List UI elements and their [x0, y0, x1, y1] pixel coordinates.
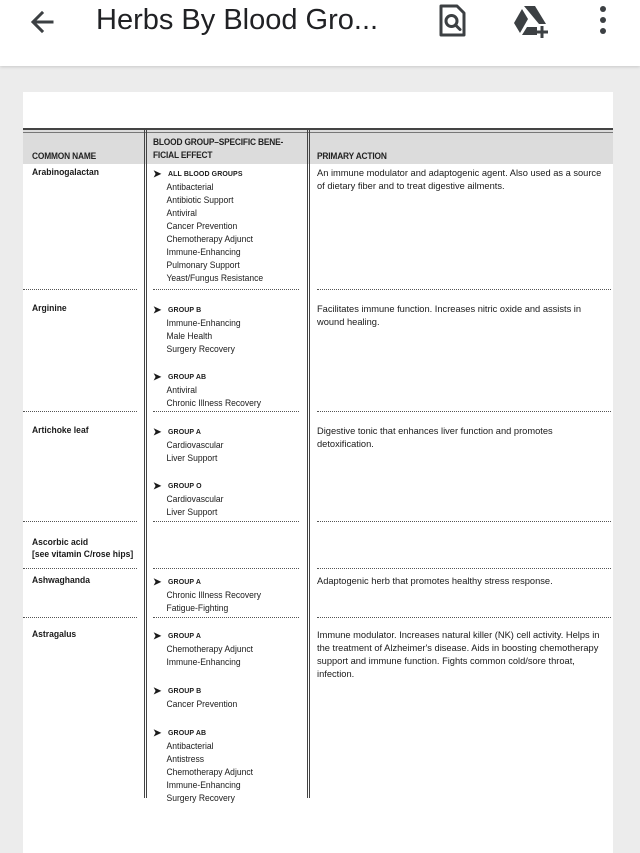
blood-group-effects	[153, 426, 303, 519]
primary-action: Facilitates immune function. Increases nitric oxide and assists in wound healing.	[317, 304, 582, 327]
effect-item: Chronic Illness Recovery	[166, 398, 262, 409]
primary-action: Digestive tonic that enhances liver function and promotes detoxification.	[317, 426, 553, 449]
effect-item: Antibacterial	[166, 182, 214, 193]
effect-item: Immune-Enhancing	[166, 318, 241, 329]
blood-group-effects	[153, 168, 303, 285]
column-divider	[307, 128, 310, 798]
effect-item: Chemotherapy Adjunct	[166, 644, 254, 655]
back-arrow-icon[interactable]	[22, 4, 62, 44]
effect-item: Immune-Enhancing	[166, 780, 241, 791]
effect-item: Yeast/Fungus Resistance	[166, 273, 264, 284]
row-divider	[317, 568, 611, 569]
group-heading: ➤ GROUP A	[153, 577, 201, 588]
arrow-bullet-icon: ➤	[153, 631, 162, 642]
effect-item: Surgery Recovery	[166, 344, 235, 355]
search-document-icon[interactable]	[432, 2, 472, 42]
row-divider	[23, 411, 137, 412]
common-name-note: [see vitamin C/rose hips]	[32, 549, 134, 560]
row-divider	[153, 521, 299, 522]
header-common-name: COMMON NAME	[32, 151, 97, 162]
row-divider	[23, 289, 137, 290]
column-divider	[144, 128, 147, 798]
table-header	[23, 128, 613, 164]
effect-item: Surgery Recovery	[166, 793, 235, 804]
row-divider	[153, 411, 299, 412]
effect-item: Chronic Illness Recovery	[166, 590, 262, 601]
header-primary-action: PRIMARY ACTION	[317, 151, 387, 162]
effect-item: Fatigue-Fighting	[166, 603, 229, 614]
common-name: Ashwaghanda	[32, 575, 90, 586]
header-blood-group-effect: BLOOD GROUP–SPECIFIC BENE- FICIAL EFFECT	[153, 137, 284, 161]
effect-item: Antibiotic Support	[166, 195, 234, 206]
document-title: Herbs By Blood Gro...	[96, 4, 379, 36]
primary-action: Adaptogenic herb that promotes healthy stress response.	[317, 576, 553, 586]
blood-group-effects	[153, 304, 303, 410]
primary-action: Immune modulator. Increases natural killer (NK) cell activity. Helps in the treatment of Alzheimer's disease. Aids in boosting chemotherapy support and immune function. Fights common cold/sore throat, infection.	[317, 630, 600, 679]
document-page[interactable]	[23, 92, 613, 853]
arrow-bullet-icon: ➤	[153, 577, 162, 588]
row-divider	[23, 521, 137, 522]
row-divider	[153, 568, 299, 569]
group-heading: ➤ GROUP AB	[153, 372, 207, 383]
arrow-bullet-icon: ➤	[153, 305, 162, 316]
effect-item: Chemotherapy Adjunct	[166, 767, 254, 778]
arrow-bullet-icon: ➤	[153, 686, 162, 697]
group-heading: ➤ ALL BLOOD GROUPS	[153, 169, 243, 180]
common-name: Arabinogalactan	[32, 167, 99, 178]
effect-item: Cancer Prevention	[166, 699, 238, 710]
group-heading: ➤ GROUP A	[153, 427, 201, 438]
common-name: Ascorbic acid	[32, 537, 89, 548]
row-divider	[153, 617, 299, 618]
row-divider	[317, 411, 611, 412]
effect-item: Cancer Prevention	[166, 221, 238, 232]
common-name: Arginine	[32, 303, 67, 314]
arrow-bullet-icon: ➤	[153, 169, 162, 180]
common-name: Astragalus	[32, 629, 77, 640]
effect-item: Pulmonary Support	[166, 260, 240, 271]
group-heading: ➤ GROUP AB	[153, 728, 207, 739]
blood-group-effects	[153, 630, 303, 805]
common-name: Artichoke leaf	[32, 425, 89, 436]
effect-item: Immune-Enhancing	[166, 247, 241, 258]
group-heading: ➤ GROUP A	[153, 631, 201, 642]
effect-item: Liver Support	[166, 453, 218, 464]
effect-item: Antiviral	[166, 385, 197, 396]
more-vert-icon[interactable]	[583, 2, 623, 42]
effect-item: Cardiovascular	[166, 440, 224, 451]
row-divider	[153, 289, 299, 290]
primary-action: An immune modulator and adaptogenic agent. Also used as a source of dietary fiber and to treat digestive ailments.	[317, 168, 602, 191]
group-heading: ➤ GROUP B	[153, 305, 202, 316]
effect-item: Immune-Enhancing	[166, 657, 241, 668]
row-divider	[317, 521, 611, 522]
effect-item: Liver Support	[166, 507, 218, 518]
group-heading: ➤ GROUP O	[153, 481, 202, 492]
top-app-bar	[0, 0, 640, 66]
effect-item: Cardiovascular	[166, 494, 224, 505]
arrow-bullet-icon: ➤	[153, 481, 162, 492]
effect-item: Antistress	[166, 754, 205, 765]
group-heading: ➤ GROUP B	[153, 686, 202, 697]
arrow-bullet-icon: ➤	[153, 728, 162, 739]
row-divider	[317, 617, 611, 618]
effect-item: Antibacterial	[166, 741, 214, 752]
effect-item: Male Health	[166, 331, 213, 342]
arrow-bullet-icon: ➤	[153, 427, 162, 438]
row-divider	[23, 617, 137, 618]
row-divider	[23, 568, 137, 569]
blood-group-effects	[153, 576, 303, 615]
effect-item: Antiviral	[166, 208, 197, 219]
effect-item: Chemotherapy Adjunct	[166, 234, 254, 245]
add-to-drive-icon[interactable]	[510, 2, 550, 42]
arrow-bullet-icon: ➤	[153, 372, 162, 383]
row-divider	[317, 289, 611, 290]
